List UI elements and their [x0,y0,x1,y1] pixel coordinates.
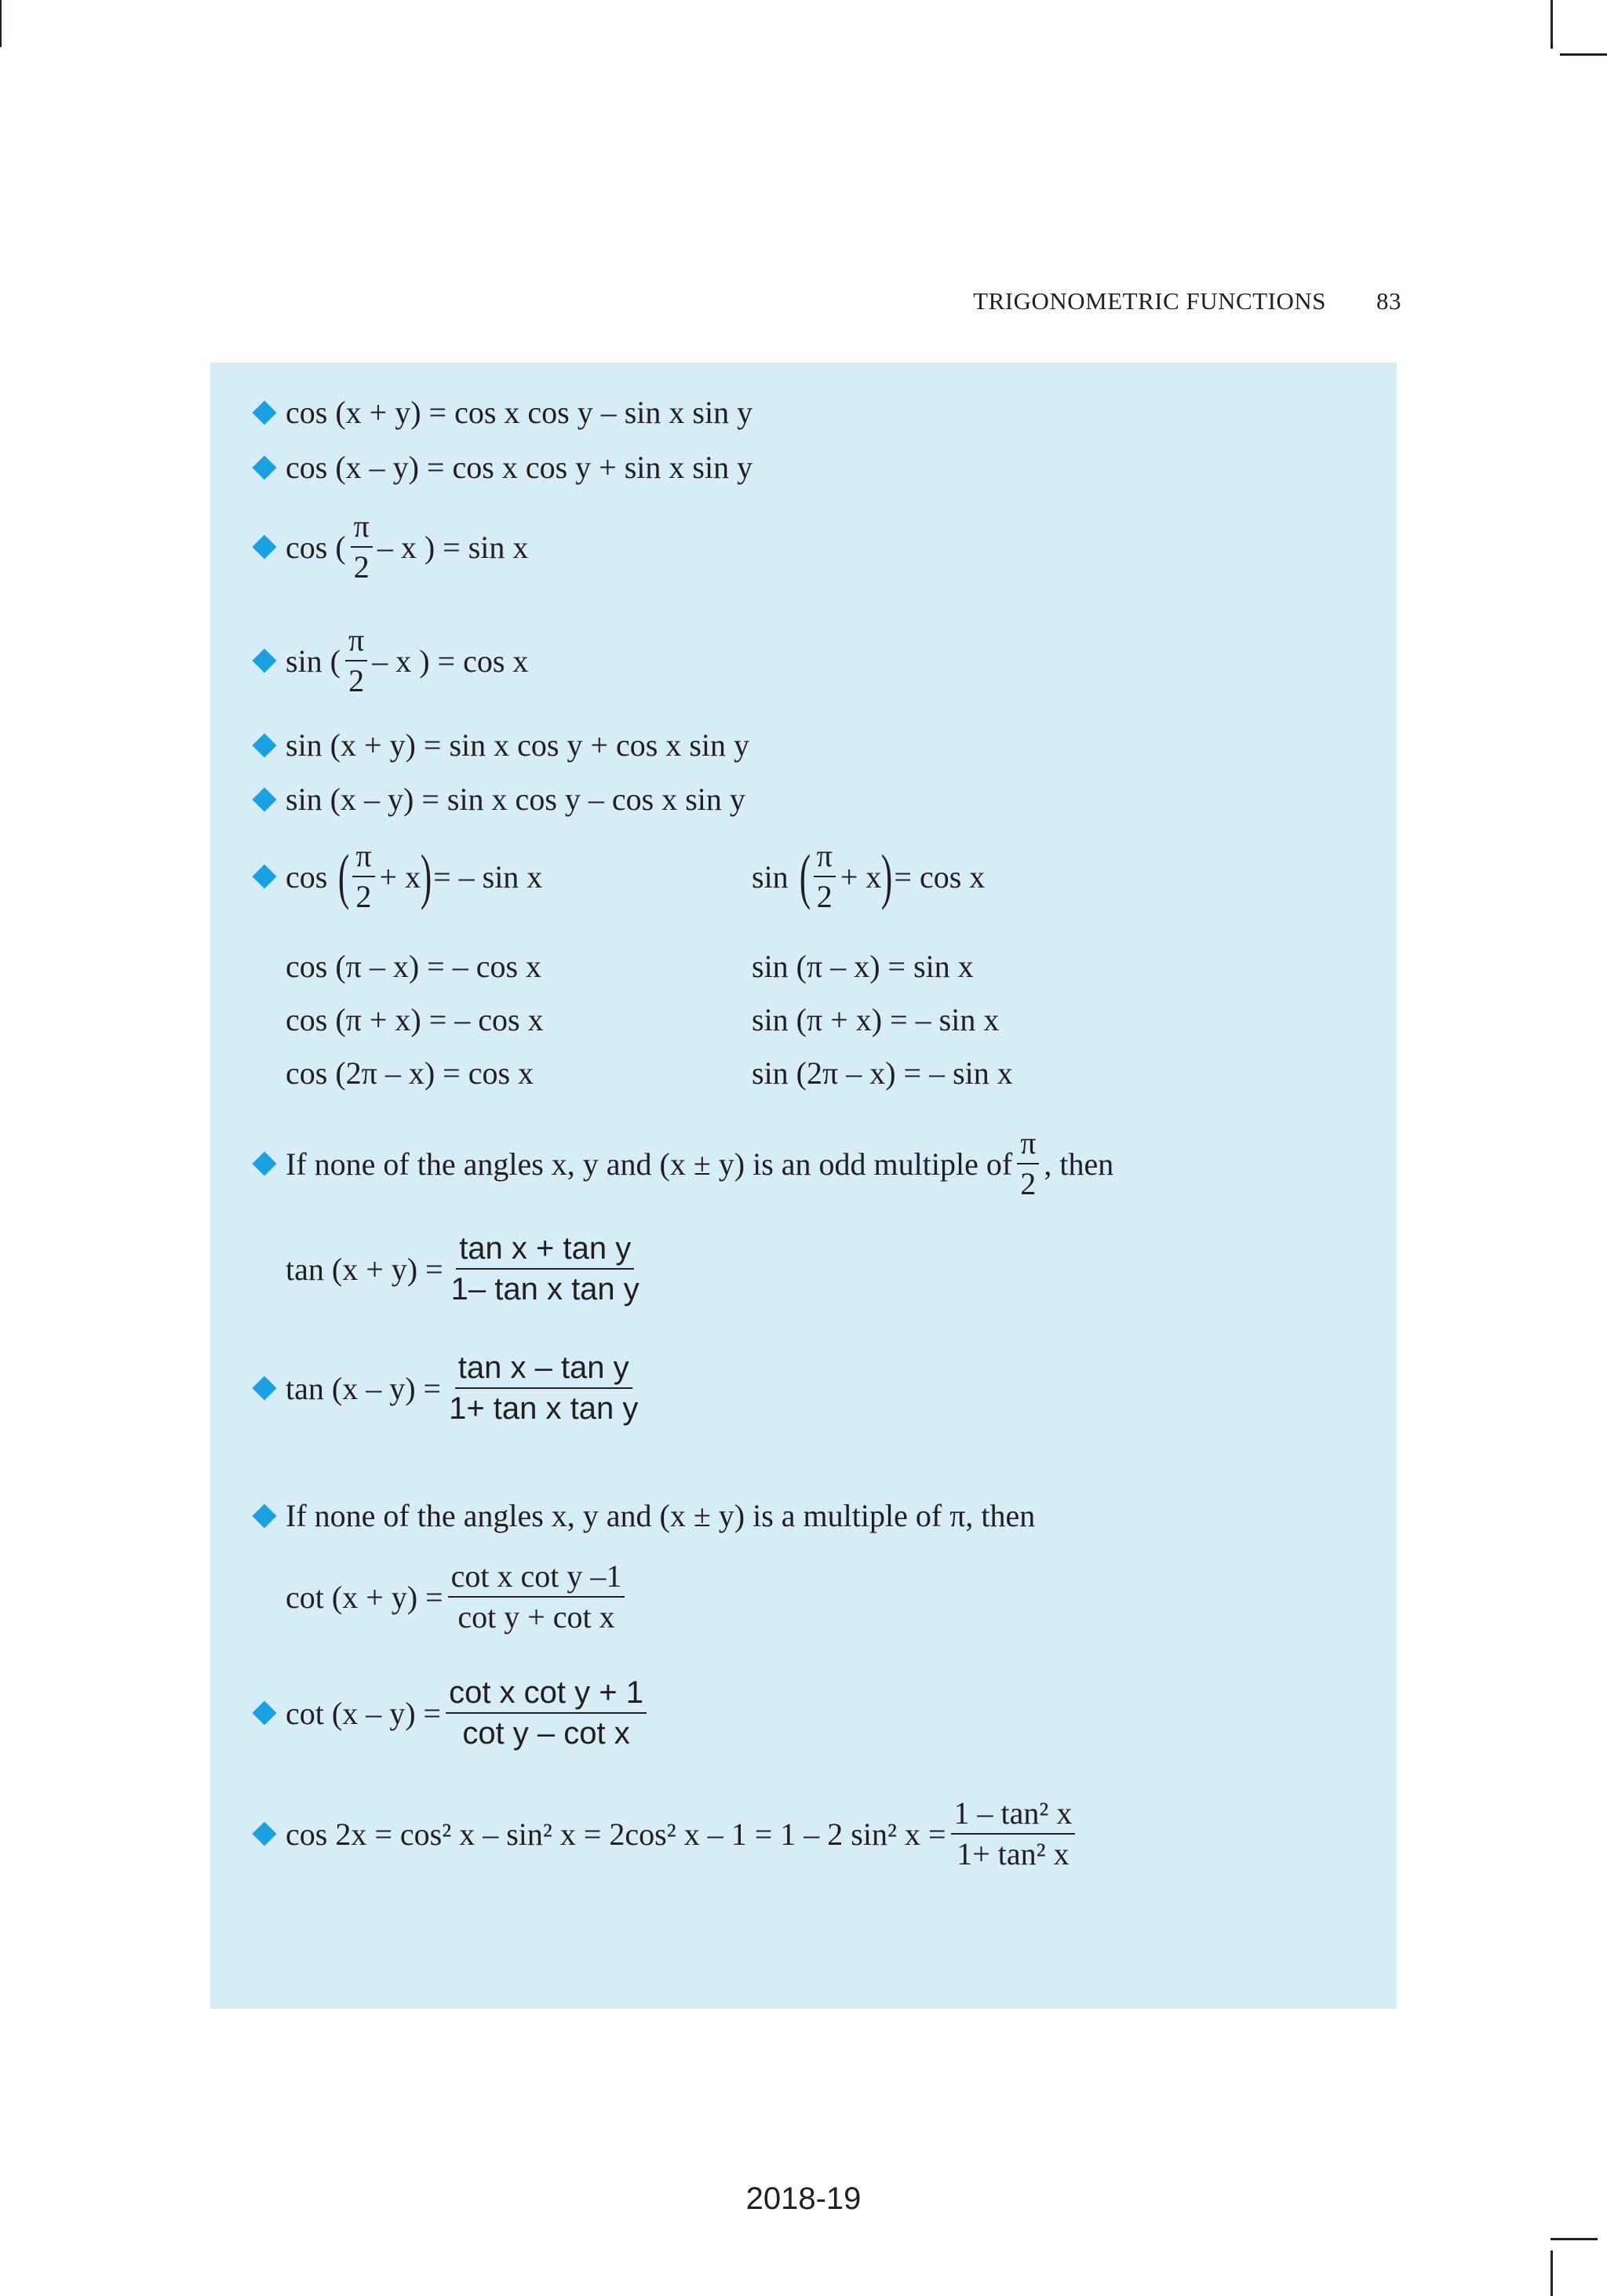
formula-sin-diff: sin (x – y) = sin x cos y – cos x sin y [251,781,745,818]
right-paren: ) [881,842,893,910]
diamond-bullet-icon [251,863,278,890]
left-paren: ( [338,842,350,910]
diamond-bullet-icon [251,454,278,481]
fraction-pi-over-2: $\frac{\pi}{2}$ [345,624,367,698]
left-paren: ( [799,842,811,910]
fraction-cos-double: $\frac{\text{1 – tan² x}}{\text{1+ tan² x}}$ [951,1797,1076,1871]
formula-cot-diff: cot (x – y) = $\frac{\text{cot x cot y + 1}}{\text{cot y – cot x}}$ [251,1676,651,1750]
crop-mark-bottom-right-horizontal [1551,2238,1598,2240]
fraction-cot-diff: $\frac{\text{cot x cot y + 1}}{\text{cot y – cot x}}$ [446,1676,647,1750]
crop-mark-bottom-right-vertical [1551,2250,1553,2296]
diamond-bullet-icon [251,1150,278,1177]
crop-mark-top-right-vertical [1551,0,1553,49]
crop-mark-top-left [0,0,2,47]
formula-tan-sum: tan (x + y) = $\frac{\text{tan x + tan y}}{\text{1– tan x tan y}}$ [286,1232,647,1306]
footer-year: 2018-19 [745,2181,862,2216]
formula-sin-2pi-minus-x: sin (2π – x) = – sin x [752,1055,1013,1091]
diamond-bullet-icon [251,732,278,759]
diamond-bullet-icon [251,1820,278,1847]
right-paren: ) [420,842,432,910]
formula-cos-sum: cos (x + y) = cos x cos y – sin x sin y [251,394,752,431]
formula-cos-diff: cos (x – y) = cos x cos y + sin x sin y [251,449,752,486]
formula-cos-pi-over-2-plus-x: cos ( $\frac{\pi}{2}$ + x ) = – sin x [251,840,542,913]
diamond-bullet-icon [251,1375,278,1401]
fraction-pi-over-2: $\frac{\pi}{2}$ [351,510,373,584]
formula-sin-pi-over-2-minus-x: sin ( $\frac{\pi}{2}$ – x ) = cos x [251,624,528,698]
formula-cos-pi-minus-x: cos (π – x) = – cos x [286,949,542,984]
formula-cos-double-angle: cos 2x = cos² x – sin² x = 2cos² x – 1 = 1 – 2 sin² x = $\frac{\text{1 – tan² x}}{\text{1+ tan² x}}$ [251,1797,1080,1871]
formula-cos-pi-plus-x: cos (π + x) = – cos x [286,1002,544,1037]
diamond-bullet-icon [251,534,278,560]
fraction-tan-sum: $\frac{\text{tan x + tan y}}{\text{1– tan x tan y}}$ [450,1231,640,1307]
diamond-bullet-icon [251,647,278,674]
formula-sin-sum: sin (x + y) = sin x cos y + cos x sin y [251,727,749,764]
formula-sin-pi-minus-x: sin (π – x) = sin x [752,949,974,984]
crop-mark-top-right-horizontal [1560,53,1607,56]
fraction-pi-over-2: $\frac{\pi}{2}$ [814,840,836,913]
diamond-bullet-icon [251,1700,278,1726]
formula-cot-sum: cot (x + y) = $\frac{\text{cot x cot y –1}}{\text{cot y + cot x}}$ [286,1560,629,1634]
tan-condition: If none of the angles x, y and (x ± y) is an odd multiple of $\frac{\pi}{2}$ , then [251,1127,1113,1201]
diamond-bullet-icon [251,786,278,813]
fraction-pi-over-2: $\frac{\pi}{2}$ [1017,1127,1039,1201]
cot-condition: If none of the angles x, y and (x ± y) is a multiple of π, then [251,1497,1035,1534]
page-header [973,287,1401,315]
fraction-tan-diff: $\frac{\text{tan x – tan y}}{\text{1+ tan x tan y}}$ [449,1350,639,1426]
running-title: TRIGONOMETRIC FUNCTIONS [973,287,1326,315]
formula-tan-diff: tan (x – y) = $\frac{\text{tan x – tan y}}{\text{1+ tan x tan y}}$ [251,1351,646,1425]
fraction-cot-sum: $\frac{\text{cot x cot y –1}}{\text{cot y + cot x}}$ [448,1560,625,1634]
diamond-bullet-icon [251,399,278,426]
formula-sin-pi-plus-x: sin (π + x) = – sin x [752,1002,1000,1037]
formula-cos-pi-over-2-minus-x: cos ( $\frac{\pi}{2}$ – x ) = sin x [251,510,528,584]
diamond-bullet-icon [251,1503,278,1529]
page-number: 83 [1376,287,1401,315]
formula-sin-pi-over-2-plus-x: sin ( $\frac{\pi}{2}$ + x ) = cos x [752,838,986,914]
fraction-pi-over-2: $\frac{\pi}{2}$ [352,840,374,913]
formula-cos-2pi-minus-x: cos (2π – x) = cos x [286,1055,534,1091]
